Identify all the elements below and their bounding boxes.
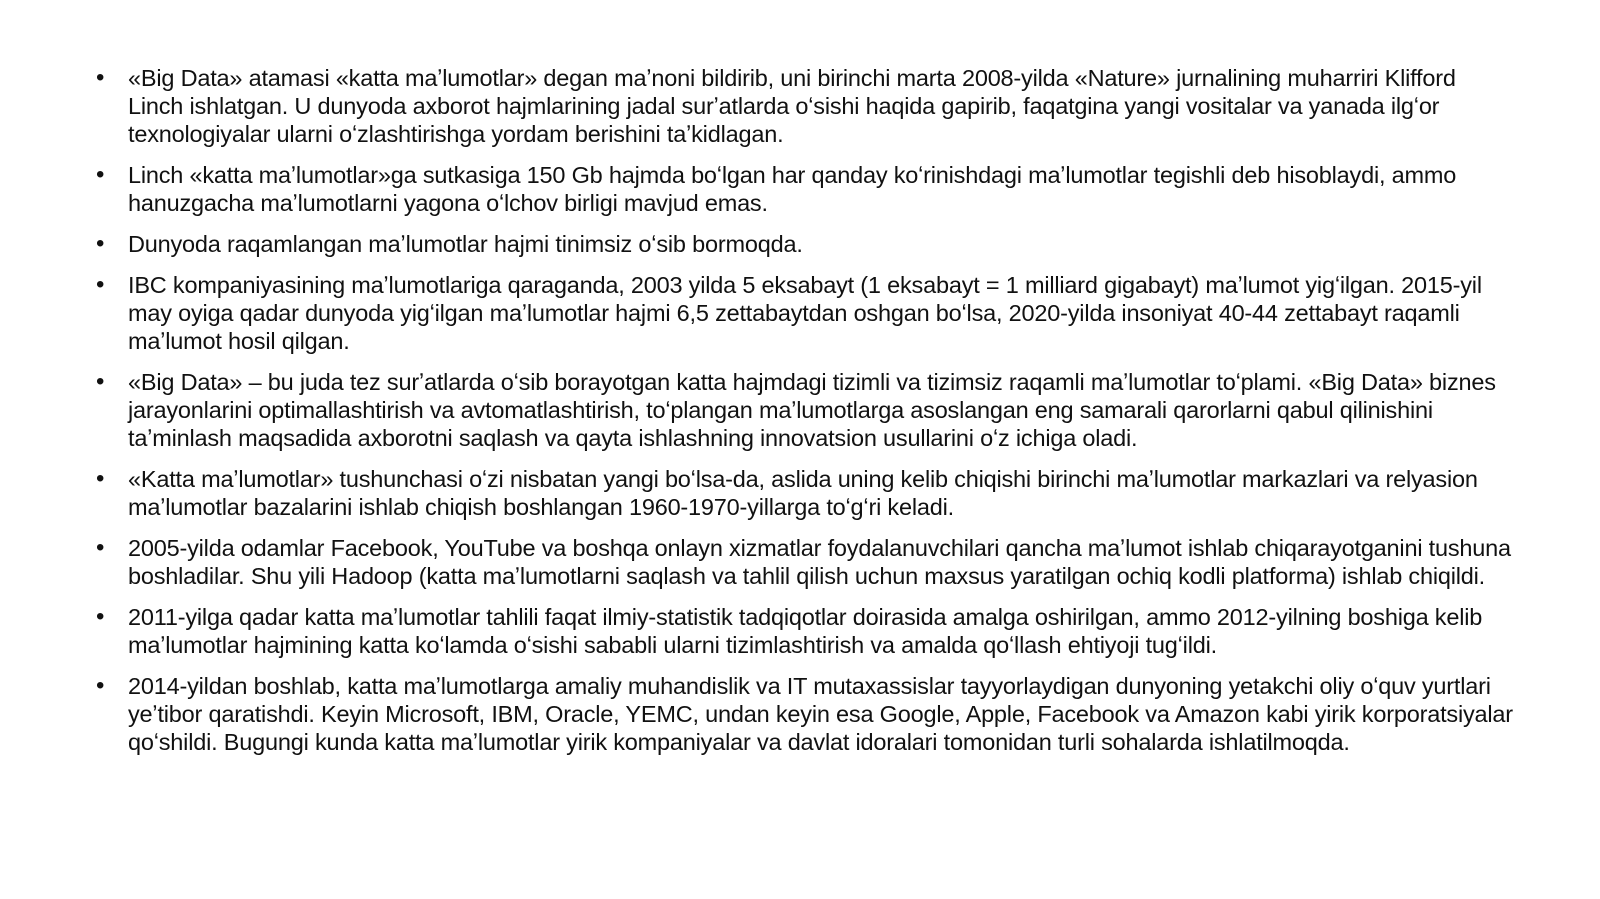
bullet-dot-icon: • (96, 603, 105, 630)
bullet-item (96, 534, 1516, 590)
bullet-text: Linch «katta maʼlumotlar»ga sutkasiga 150 Gb hajmda boʻlgan har qanday koʻrinishdagi maʼlumotlar tegishli deb hisoblaydi, ammo hanuzgacha maʼlumotlarni yagona oʻlchov birligi mavjud emas. (128, 162, 1457, 216)
bullet-dot-icon: • (96, 230, 105, 257)
bullet-item (96, 64, 1516, 148)
bullet-dot-icon: • (96, 465, 105, 492)
bullet-item (96, 672, 1516, 756)
bullet-item (96, 230, 1516, 258)
bullet-text: 2005-yilda odamlar Facebook, YouTube va boshqa onlayn xizmatlar foydalanuvchilari qancha maʼlumot ishlab chiqarayotganini tushuna boshladilar. Shu yili Hadoop (katta maʼlumotlarni saqlash va tahlil qilish uchun maxsus yaratilgan ochiq kodli platforma) ishlab chiqildi. (128, 535, 1511, 589)
bullet-item (96, 161, 1516, 217)
bullet-item (96, 603, 1516, 659)
bullet-text: 2014-yildan boshlab, katta maʼlumotlarga amaliy muhandislik va IT mutaxassislar tayyorlaydigan dunyoning yetakchi oliy oʻquv yurtlari yeʼtibor qaratishdi. Keyin Microsoft, IBM, Oracle, YEMC, undan keyin esa Google, Apple, Facebook va Amazon kabi yirik korporatsiyalar qoʻshildi. Bugungi kunda katta maʼlumotlar yirik kompaniyalar va davlat idoralari tomonidan turli sohalarda ishlatilmoqda. (128, 673, 1513, 755)
bullet-dot-icon: • (96, 161, 105, 188)
bullet-text: 2011-yilga qadar katta maʼlumotlar tahlili faqat ilmiy-statistik tadqiqotlar doirasida amalga oshirilgan, ammo 2012-yilning boshiga kelib maʼlumotlar hajmining katta koʻlamda oʻsishi sababli ularni tizimlashtirish va amalda qoʻllash ehtiyoji tugʻildi. (128, 604, 1483, 658)
bullet-dot-icon: • (96, 368, 105, 395)
bullet-dot-icon: • (96, 672, 105, 699)
bullet-text: «Katta maʼlumotlar» tushunchasi oʻzi nisbatan yangi boʻlsa-da, aslida uning kelib chiqishi birinchi maʼlumotlar markazlari va relyasion maʼlumotlar bazalarini ishlab chiqish boshlangan 1960-1970-yillarga toʻgʻri keladi. (128, 466, 1478, 520)
bullet-list (96, 64, 1516, 769)
bullet-text: «Big Data» atamasi «katta maʼlumotlar» degan maʼnoni bildirib, uni birinchi marta 2008-yilda «Nature» jurnalining muharriri Klifford Linch ishlatgan. U dunyoda axborot hajmlarining jadal surʼatlarda oʻsishi haqida gapirib, faqatgina yangi vositalar va yanada ilgʻor texnologiyalar ularni oʻzlashtirishga yordam berishini taʼkidlagan. (128, 65, 1456, 147)
bullet-text: IBC kompaniyasining maʼlumotlariga qaraganda, 2003 yilda 5 eksabayt (1 eksabayt = 1 milliard gigabayt) maʼlumot yigʻilgan. 2015-yil may oyiga qadar dunyoda yigʻilgan maʼlumotlar hajmi 6,5 zettabaytdan oshgan boʻlsa, 2020-yilda insoniyat 40-44 zettabayt raqamli maʼlumot hosil qilgan. (128, 272, 1482, 354)
bullet-text: Dunyoda raqamlangan maʼlumotlar hajmi tinimsiz oʻsib bormoqda. (128, 231, 803, 257)
bullet-item (96, 465, 1516, 521)
bullet-item (96, 271, 1516, 355)
bullet-dot-icon: • (96, 271, 105, 298)
bullet-dot-icon: • (96, 534, 105, 561)
bullet-item (96, 368, 1516, 452)
bullet-dot-icon: • (96, 64, 105, 91)
bullet-text: «Big Data» – bu juda tez surʼatlarda oʻsib borayotgan katta hajmdagi tizimli va tizimsiz raqamli maʼlumotlar toʻplami. «Big Data» biznes jarayonlarini optimallashtirish va avtomatlashtirish, toʻplangan maʼlumotlarga asoslangan eng samarali qarorlarni qabul qilinishini taʼminlash maqsadida axborotni saqlash va qayta ishlashning innovatsion usullarini oʻz ichiga oladi. (128, 369, 1496, 451)
